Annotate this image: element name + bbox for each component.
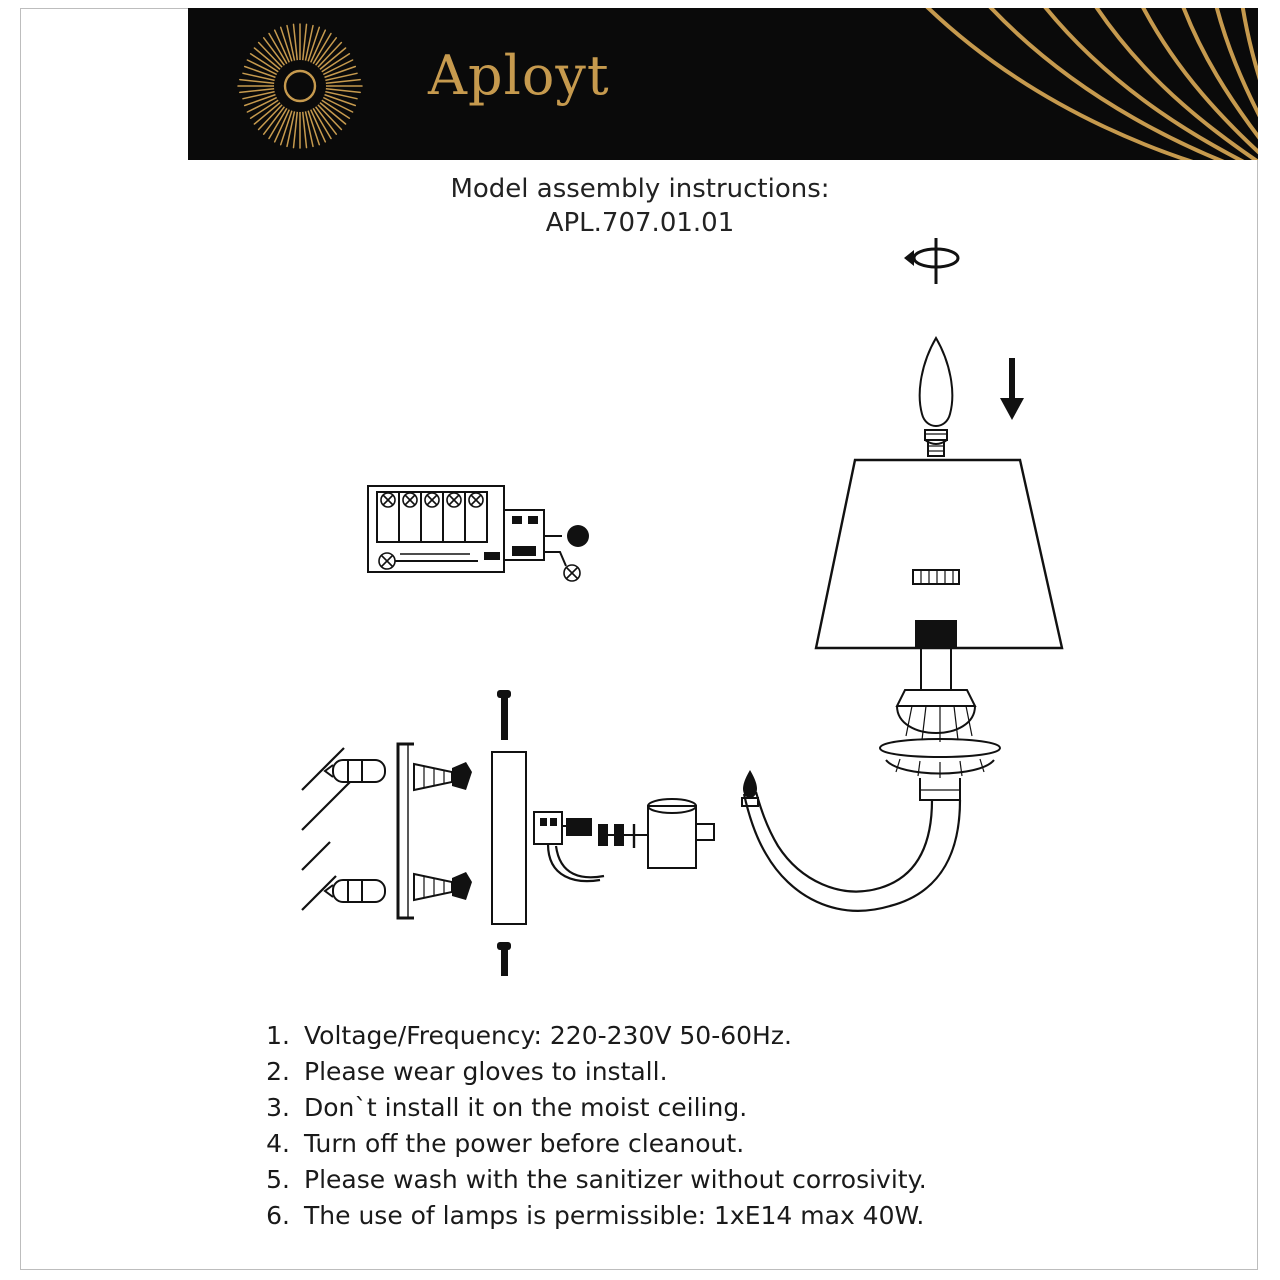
- list-item: [250, 1126, 1070, 1162]
- note-text: Please wash with the sanitizer without corrosivity.: [304, 1165, 927, 1194]
- list-item: [250, 1054, 1070, 1090]
- instruction-notes: [250, 1018, 1070, 1234]
- wall-mount-diagram: [302, 690, 714, 976]
- note-text: Voltage/Frequency: 220-230V 50-60Hz.: [304, 1021, 792, 1050]
- list-item: [250, 1162, 1070, 1198]
- note-number: 1.: [266, 1021, 290, 1050]
- terminal-block-diagram: [368, 486, 589, 581]
- note-text: Turn off the power before cleanout.: [304, 1129, 745, 1158]
- note-number: 4.: [266, 1129, 290, 1158]
- rotate-arrow-icon: [904, 238, 958, 284]
- note-number: 6.: [266, 1201, 290, 1230]
- list-item: [250, 1198, 1070, 1234]
- note-text: The use of lamps is permissible: 1xE14 max 40W.: [304, 1201, 925, 1230]
- note-number: 2.: [266, 1057, 290, 1086]
- note-text: Please wear gloves to install.: [304, 1057, 668, 1086]
- down-arrow-icon: [1000, 358, 1024, 420]
- list-item: [250, 1090, 1070, 1126]
- title-line-1: Model assembly instructions:: [450, 174, 830, 204]
- note-text: Don`t install it on the moist ceiling.: [304, 1093, 748, 1122]
- list-item: [250, 1018, 1070, 1054]
- lamp-assembly-diagram: [742, 338, 1062, 911]
- note-number: 5.: [266, 1165, 290, 1194]
- note-number: 3.: [266, 1093, 290, 1122]
- brand-wordmark: Aployt: [428, 44, 610, 107]
- title-line-2: APL.707.01.01: [545, 208, 735, 238]
